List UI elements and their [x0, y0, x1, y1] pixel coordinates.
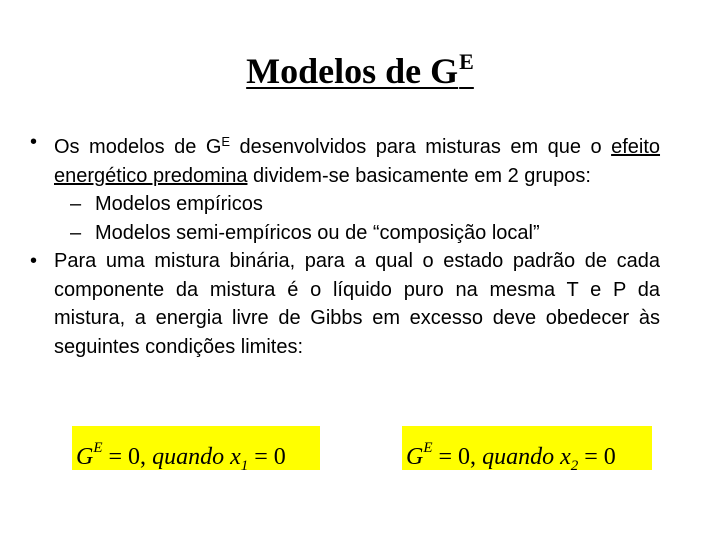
- formula-box-1: [72, 426, 320, 474]
- formula-equals: = 0,: [102, 444, 153, 470]
- formula-subscript: 2: [570, 458, 579, 474]
- sub-bullet-item-2: [30, 219, 660, 248]
- bullet-text: dividem-se basicamente em 2 grupos:: [247, 164, 591, 187]
- formula-x: x: [230, 444, 241, 470]
- sub-bullet-item-1: [30, 190, 660, 219]
- bullet-item-2: [30, 247, 660, 361]
- bullet-marker: •: [30, 250, 38, 272]
- bullet-item-1: [30, 128, 660, 190]
- formula-box-2: [402, 426, 652, 474]
- bullet-text: Os modelos de G: [54, 136, 222, 158]
- formula-rhs: = 0: [578, 444, 616, 470]
- slide-content: [30, 128, 660, 361]
- bullet-text: Para uma mistura binária, para a qual o estado padrão de cada componente da mistura é o líquido puro na mesma T e P da mistura, a energia livre de Gibbs em excesso deve obedecer às seguintes condições limites:: [54, 250, 660, 358]
- title-superscript: E: [459, 49, 474, 74]
- formula-x: x: [560, 444, 571, 470]
- formula-superscript: E: [93, 440, 103, 456]
- sub-bullet-text: Modelos semi-empíricos ou de “composição local”: [95, 221, 540, 244]
- formula-word: quando: [482, 444, 561, 470]
- slide-title: [0, 40, 720, 93]
- formula-word: quando: [152, 444, 231, 470]
- underlined-phrase: efeito energético predomina: [54, 136, 661, 187]
- sub-bullet-text: Modelos empíricos: [95, 193, 263, 215]
- formula-superscript: E: [423, 440, 433, 456]
- formula-g: G: [76, 444, 94, 470]
- bullet-marker: •: [30, 131, 38, 153]
- sub-bullet-marker: –: [70, 221, 82, 244]
- formula-g: G: [406, 444, 424, 470]
- formula-rhs: = 0: [248, 444, 286, 470]
- bullet-superscript: E: [221, 134, 231, 149]
- slide-title-text: [246, 51, 474, 91]
- formula-equals: = 0,: [432, 444, 483, 470]
- formula-subscript: 1: [240, 458, 249, 474]
- sub-bullet-marker: –: [70, 193, 82, 215]
- bullet-text: desenvolvidos para misturas em que o: [230, 136, 612, 158]
- title-main: Modelos de G: [246, 51, 459, 91]
